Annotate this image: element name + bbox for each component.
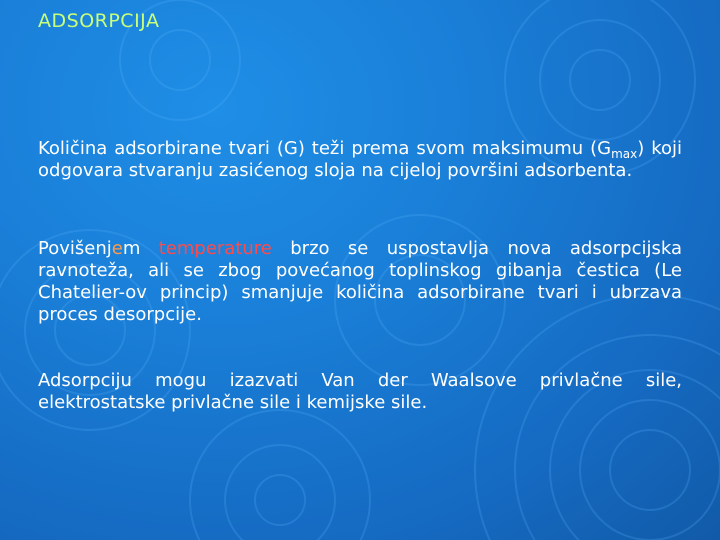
gmax-subscript: max [611, 147, 638, 161]
highlight-word-temperature: temperature [158, 238, 272, 259]
slide-title: ADSORPCIJA [38, 10, 160, 32]
paragraph-temperature [38, 238, 682, 326]
paragraph-temperature-text-a: Povišenj [38, 238, 112, 259]
paragraph-temperature-text-c: m [122, 238, 159, 259]
paragraph-capacity [38, 138, 682, 182]
paragraph-forces: Adsorpciju mogu izazvati Van der Waalsove privlačne sile, elektrostatske privlačne sile i kemijske sile. [38, 370, 682, 413]
paragraph-temperature-text-e: brzo se uspostavlja nova adsorpcijska ravnoteža, ali se zbog povećanog toplinskog gibanja čestica (Le Chatelier-ov princip) smanjuje količina adsorbirane tvari i ubrzava proces desorpcije. [38, 238, 682, 325]
paragraph-capacity-text-b: ) koji odgovara stvaranju zasićenog sloja na cijeloj površini adsorbenta. [38, 138, 683, 181]
highlight-letter-e: e [111, 238, 123, 259]
paragraph-capacity-text-a: Količina adsorbirane tvari (G) teži prema svom maksimumu (G [38, 138, 612, 159]
